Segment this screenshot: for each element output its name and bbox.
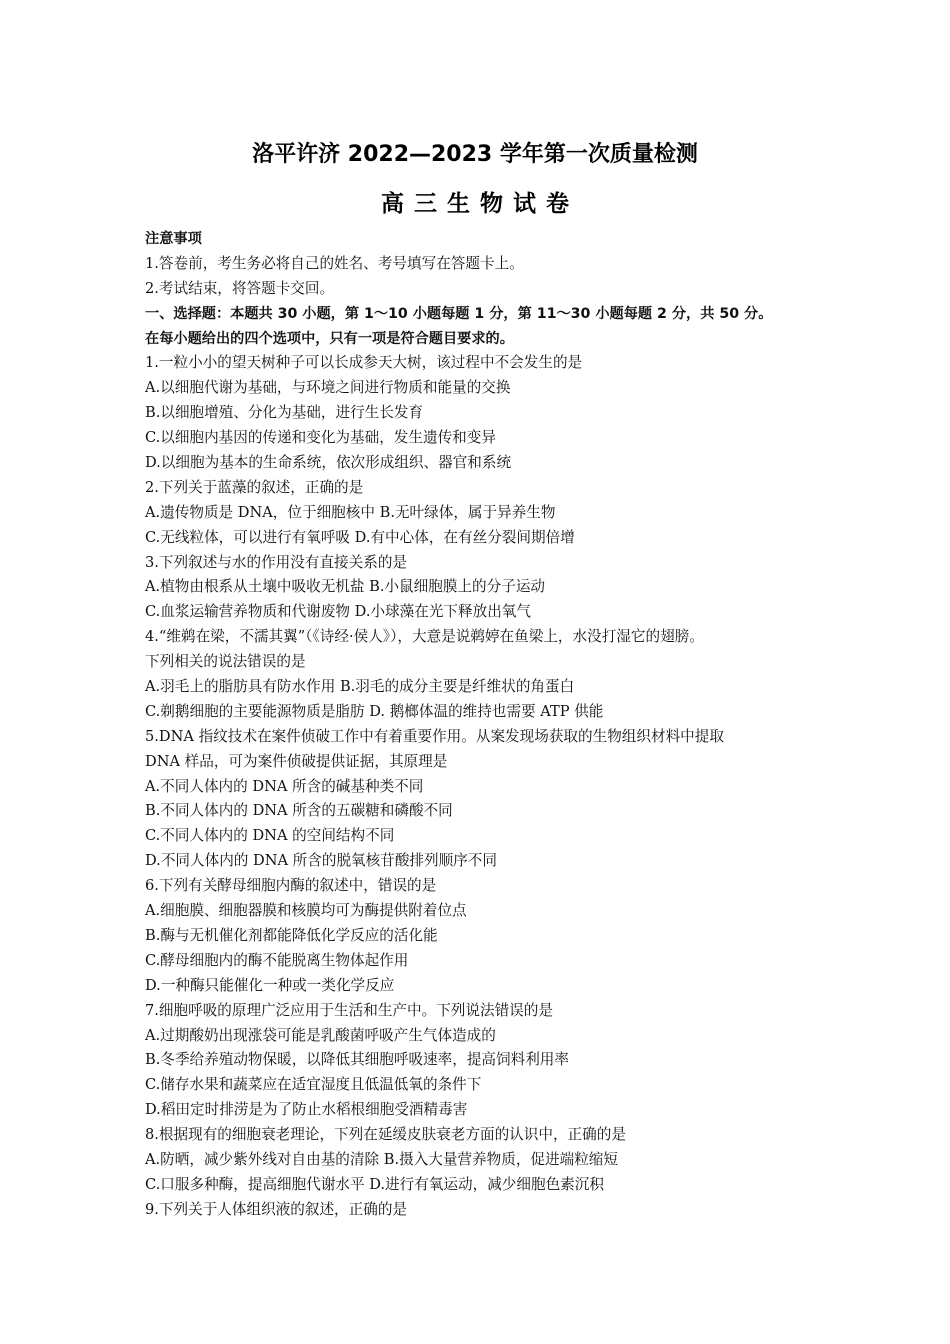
question-line: 下列相关的说法错误的是 <box>145 653 306 671</box>
question-line: 2.下列关于蓝藻的叙述，正确的是 <box>145 478 364 496</box>
question-line: B.冬季给养殖动物保暖，以降低其细胞呼吸速率，提高饲料利用率 <box>145 1051 569 1069</box>
question-line: A.羽毛上的脂肪具有防水作用 B.羽毛的成分主要是纤维状的角蛋白 <box>145 678 575 696</box>
notice-item: 1.答卷前，考生务必将自己的姓名、考号填写在答题卡上。 <box>145 254 524 272</box>
section-instructions: 一、选择题：本题共 30 小题，第 1～10 小题每题 1 分，第 11～30 小题每题 2 分，共 50 分。 <box>145 305 773 322</box>
question-line: A.遗传物质是 DNA，位于细胞核中 B.无叶绿体，属于异养生物 <box>145 503 556 521</box>
question-line: 8.根据现有的细胞衰老理论，下列在延缓皮肤衰老方面的认识中，正确的是 <box>145 1126 626 1144</box>
question-line: DNA 样品，可为案件侦破提供证据，其原理是 <box>145 752 448 770</box>
notice-item: 2.考试结束，将答题卡交回。 <box>145 279 335 297</box>
question-line: C.剃鹅细胞的主要能源物质是脂肪 D. 鹅榔体温的维持也需要 ATP 供能 <box>145 702 604 720</box>
question-line: 4.“维鹈在梁，不濡其翼”（《诗经·侯人》），大意是说鹈婷在鱼梁上，水没打湿它的翅膀。 <box>145 628 704 646</box>
question-line: 1.一粒小小的望天树种子可以长成参天大树，该过程中不会发生的是 <box>145 354 583 372</box>
question-line: B.以细胞增殖、分化为基础，进行生长发育 <box>145 404 424 422</box>
question-line: C.无线粒体，可以进行有氧呼吸 D.有中心体，在有丝分裂间期倍增 <box>145 528 575 546</box>
question-line: C.以细胞内基因的传递和变化为基础，发生遗传和变异 <box>145 429 496 447</box>
question-line: C.不同人体内的 DNA 的空间结构不同 <box>145 827 395 845</box>
question-line: D.稻田定时排涝是为了防止水稻根细胞受酒精毒害 <box>145 1101 468 1119</box>
question-line: D.不同人体内的 DNA 所含的脱氧核苷酸排列顺序不同 <box>145 852 497 870</box>
question-line: C.口服多种酶，提高细胞代谢水平 D.进行有氧运动，减少细胞色素沉积 <box>145 1175 604 1193</box>
question-line: A.以细胞代谢为基础，与环境之间进行物质和能量的交换 <box>145 379 511 397</box>
question-line: D.以细胞为基本的生命系统，依次形成组织、器官和系统 <box>145 454 512 472</box>
question-line: A.植物由根系从土壤中吸收无机盐 B.小鼠细胞膜上的分子运动 <box>145 578 546 596</box>
question-line: B.酶与无机催化剂都能降低化学反应的活化能 <box>145 926 438 944</box>
exam-body <box>145 227 845 1223</box>
question-line: D.一种酶只能催化一种或一类化学反应 <box>145 976 395 994</box>
question-line: C.储存水果和蔬菜应在适宜湿度且低温低氧的条件下 <box>145 1076 482 1094</box>
question-line: C.酵母细胞内的酶不能脱离生物体起作用 <box>145 951 409 969</box>
question-line: C.血浆运输营养物质和代谢废物 D.小球藻在光下释放出氧气 <box>145 603 531 621</box>
exam-title: 洛平许济 2022—2023 学年第一次质量检测 <box>252 142 698 167</box>
exam-subtitle: 高三生物试卷 <box>381 191 579 217</box>
question-line: 5.DNA 指纹技术在案件侦破工作中有着重要作用。从案发现场获取的生物组织材料中提取 <box>145 727 724 745</box>
question-line: A.不同人体内的 DNA 所含的碱基种类不同 <box>145 777 424 795</box>
question-line: 7.细胞呼吸的原理广泛应用于生活和生产中。下列说法错误的是 <box>145 1001 553 1019</box>
question-line: B.不同人体内的 DNA 所含的五碳糖和磷酸不同 <box>145 802 453 820</box>
question-line: A.防晒，减少紫外线对自由基的清除 B.摄入大量营养物质，促进端粒缩短 <box>145 1150 618 1168</box>
question-line: 6.下列有关酵母细胞内酶的叙述中，错误的是 <box>145 877 437 895</box>
question-list <box>145 351 845 1222</box>
question-line: 9.下列关于人体组织液的叙述，正确的是 <box>145 1200 408 1218</box>
question-line: A.过期酸奶出现涨袋可能是乳酸菌呼吸产生气体造成的 <box>145 1026 496 1044</box>
question-line: A.细胞膜、细胞器膜和核膜均可为酶提供附着位点 <box>145 902 467 920</box>
question-line: 3.下列叙述与水的作用没有直接关系的是 <box>145 553 408 571</box>
section-instructions: 在每小题给出的四个选项中，只有一项是符合题目要求的。 <box>145 330 514 347</box>
notice-heading: 注意事项 <box>145 231 202 247</box>
